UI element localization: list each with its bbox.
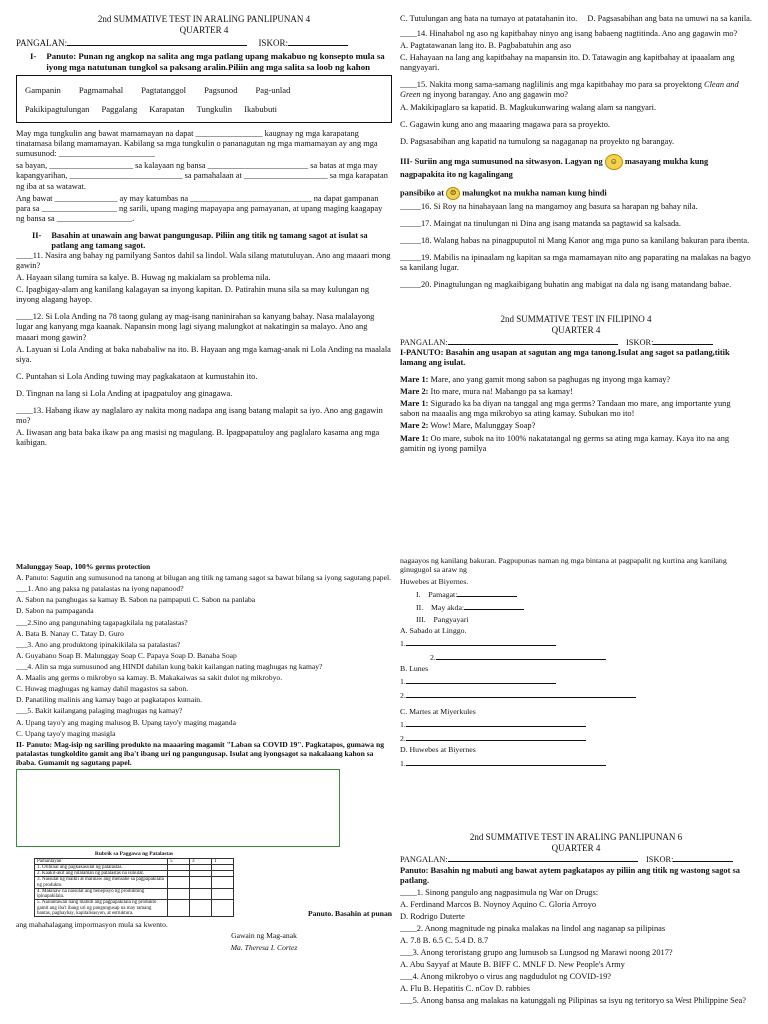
filipino-title: 2nd SUMMATIVE TEST IN FILIPINO 4 [500, 314, 652, 325]
word-choice: Paggalang [101, 103, 138, 114]
question-15-options: D. Pagsasabihan ang kapatid na tumulong sa nagaganap na proyekto ng barangay. [400, 136, 675, 146]
name-score-line [400, 336, 752, 348]
story-info-list [416, 588, 752, 624]
dialogue [400, 375, 752, 454]
dialogue-line: Mare 2: Ito mare, mura na! Mabango pa sa kamay! [400, 387, 573, 397]
answer-line[interactable] [436, 651, 606, 660]
answer-line[interactable] [457, 588, 517, 597]
question-11-options: A. Hayaan silang tumira sa kalye. B. Huwag ng makialam sa problema nila. [16, 273, 271, 283]
question-5-options: A. Upang tayo'y ang maging malusog B. Upang tayo'y maging maganda [16, 717, 236, 727]
word-box-row-1 [25, 85, 383, 95]
instructions-c-cont: ang mahahalagang impormasyon mula sa kwento. [16, 920, 168, 930]
word-box [16, 75, 392, 123]
question-3: ___3. Ano ang produktong ipinakikilala sa patalastas? [16, 639, 181, 649]
page-filipino-part2 [16, 562, 392, 1020]
fill-paragraph: May mga tungkulin ang bawat mamamayan na dapat ________________ kaugnay ng mga karapatang tinatamasa bilang mamamayan. Kabilang sa mga tungkulin o pananagutan ng mga mamamayan ay ang mga sumusunod: _______________________ [16, 129, 378, 159]
section-3-instructions-cont: pansibiko at ☹ malungkot na mukha naman kung hindi [400, 187, 752, 200]
ad-heading: Malunggay Soap, 100% germs protection [16, 562, 151, 571]
question-18: _____18. Walang habas na pinagpuputol ni Mang Kanor ang mga puno sa kanilang bakuran para ibenta. [400, 236, 750, 246]
question-14: ____14. Hinahabol ng aso ng kapitbahay ninyo ang isang babaeng nagtitinda. Ano ang gagawin mo? [400, 29, 738, 39]
name-score-line [16, 37, 392, 49]
story-excerpt: Huwebes at Biyernes. [400, 576, 469, 586]
rubric [34, 851, 234, 917]
page-title: 2nd SUMMATIVE TEST IN ARALING PANLIPUNAN 4 [97, 14, 311, 24]
ap6-title: 2nd SUMMATIVE TEST IN ARALING PANLIPUNAN 6 [469, 831, 683, 842]
question-15-options: C. Gagawin kung ano ang maaaring magawa para sa proyekto. [400, 119, 611, 129]
ap6-subtitle: QUARTER 4 [551, 842, 601, 853]
question-13-options: A. Iiwasan ang bata baka ikaw pa ang masisi ng magulang. B. Ipagpapatuloy ang paglalaro kasama ang mga kaibigan. [16, 428, 380, 448]
word-choice: Gampanin [25, 85, 61, 96]
rubric-score: 5 [168, 858, 190, 864]
answer-line[interactable] [406, 675, 556, 684]
word-choice: Ikabubuti [244, 103, 278, 114]
answer-line[interactable] [406, 689, 636, 698]
question-1-options: A. Ferdinand Marcos B. Noynoy Aquino C. Gloria Arroyo [400, 899, 597, 909]
question-13: ____13. Habang ikaw ay naglalaro ay nakita mong nadapa ang isang batang malapit sa iyo. Ano ang gagawin mo? [16, 405, 383, 425]
question-11-options: C. Ipagbigay-alam ang kanilang kalagayan sa inyong kapitan. D. Patirahin muna sila sa may kulungan ng inyong alagang hayop. [16, 285, 370, 305]
question-15: ____15. Nakita mong sama-samang naglilinis ang mga kapitbahay mo para sa proyektong Clean and Green ng inyong barangay. Ano ang gagawin mo? [400, 80, 739, 100]
page-ap4-part2-filipino [400, 14, 752, 512]
story-author: Ma. Theresa I. Cortez [230, 942, 298, 952]
name-label: PANGALAN: [400, 337, 448, 347]
question-2-options: A. 7.8 B. 6.5 C. 5.4 D. 8.7 [400, 935, 489, 945]
dialogue-line: Mare 1: Mare, ano yang gamit mong sabon sa paghugas ng inyong mga kamay? [400, 375, 671, 385]
rubric-criteria: 3. Naisulat ng maikli at malinaw ang mensahe sa pagpapakilala ng produkto. [35, 877, 168, 889]
rubric-criteria: Pamantayan [35, 858, 168, 864]
question-3-options: A. Abu Sayyaf at Maute B. BIFF C. MNLF D. New People's Army [400, 960, 625, 970]
dialogue-line: Mare 1: Oo mare, subok na ito 100% nakatatangal ng germs sa ating mga kamay. Kaya ito na ang gamitin ng iyong pamilya [400, 433, 730, 453]
question-1: ____1. Sinong pangulo ang nagpasimula ng War on Drugs: [400, 887, 599, 897]
question-4: ___4. Anong mikrobyo o virus ang nagdudulot ng COVID-19? [400, 972, 611, 982]
question-12-options: A. Layuan si Lola Anding at baka nababaliw na ito. B. Hayaan ang mga kamag-anak ni Lola Anding na maalala siya. [16, 344, 391, 364]
question-4: ___4. Alin sa mga sumusunod ang HINDI dahilan kung bakit kailangan nating maghugas ng kamay? [16, 661, 323, 671]
name-field[interactable] [448, 853, 638, 862]
rubric-criteria: 4. Makinaw na naisulat ang benepisyo ng produktong ipinapakilala. [35, 888, 168, 900]
filipino-instructions: I-PANUTO: Basahin ang usapan at sagutan ang mga tanong.Isulat ang sagot sa patlang,titik lamang ang isulat. [400, 348, 730, 368]
question-13-options: C. Tutulungan ang bata na tumayo at patatahanin ito. D. Pagsasabihan ang bata na umuwi na sa kanila. [400, 14, 752, 23]
question-17: _____17. Maingat na tinulungan ni Dina ang isang matanda sa pagtawid sa kalsada. [400, 218, 681, 228]
answer-line[interactable] [406, 718, 586, 727]
score-field[interactable] [673, 853, 733, 862]
rubric-title: Rubrik sa Paggawa ng Patalastas [94, 851, 174, 858]
answer-line[interactable] [406, 732, 586, 741]
rubric-table [34, 858, 234, 918]
name-field[interactable] [67, 37, 247, 46]
name-score-line [400, 853, 752, 865]
name-label: PANGALAN: [400, 855, 448, 865]
fill-paragraph: sa bayan, ____________________ sa kalayaan ng bansa ________________________ sa batas at mga may kapangyarihan, ___________________________ sa pamahalaan at ____________________ sa mga karapatan ng iba at sa watawat. [16, 161, 388, 191]
score-field[interactable] [288, 37, 348, 46]
happy-face-icon: ☺ [605, 154, 623, 170]
story-info-item: I. Pamagat: [416, 588, 752, 599]
question-15-options: A. Makikipaglaro sa kapatid. B. Magkukunwaring walang alam sa nangyari. [400, 102, 657, 112]
score-label: ISKOR: [626, 337, 654, 347]
answer-line[interactable] [406, 757, 606, 766]
question-3-options: A. Guyabano Soap B. Malunggay Soap C. Papaya Soap D. Banaba Soap [16, 650, 237, 660]
rubric-score: 1 [212, 858, 234, 864]
day-group: A. Sabado at Linggo. [400, 626, 467, 636]
section-3-instructions: III- Suriin ang mga sumusunod na sitwasyon. Lagyan ng ☺ masayang mukha kung nagpapakita ito ng kagalingang [400, 154, 752, 180]
question-16: _____16. Si Roy na hinahayaan lang na mangamoy ang basura sa harapan ng bahay nila. [400, 201, 698, 211]
rubric-criteria: 1. Orihinal ang pagkakasulat ng patalastas. [35, 864, 168, 870]
rubric-score: 3 [190, 858, 212, 864]
question-4-options: A. Maalis ang germs o mikrobyo sa kamay. B. Makakaiwas sa sakit dulot ng mikrobyo. [16, 673, 283, 683]
page-subtitle: QUARTER 4 [179, 24, 229, 35]
section-2-instructions: II- Basahin at unawain ang bawat pangungusap. Piliin ang titik ng tamang sagot at isulat sa patlang ang tamang sagot. [32, 230, 368, 250]
question-2-options: A. Bata B. Nanay C. Tatay D. Guro [16, 628, 124, 638]
story-excerpt: nagaayos ng kanilang bakuran. Pagpupunas naman ng mga bintana at pagpapalit ng kurtina ang kanilang ginugugol sa araw ng [400, 556, 727, 575]
question-5-options: C. Upang tayo'y maging masigla [16, 728, 116, 738]
question-1-options: A. Sabon na panghugas sa kamay B. Sabon na pampaputi C. Sabon na panlaba [16, 595, 256, 605]
dialogue-line: Mare 2: Wow! Mare, Malunggay Soap? [400, 421, 536, 431]
word-box-row-2 [25, 104, 383, 114]
question-1: ___1. Ano ang paksa ng patalastas na iyong napanood? [16, 584, 184, 594]
fill-paragraph: Ang bawat _______________ ay may katumbas na _____________________________ na dapat gampanan para sa __________________ ng sarili, upang maging mapayapa ang pamayanan, at upang maging kaagapay ng bansa sa __________________. [16, 193, 383, 223]
question-3: ___3. Anong teroristang grupo ang lumusob sa Lungsod ng Marawi noong 2017? [400, 948, 673, 958]
word-choice: Pag-unlad [255, 85, 291, 96]
word-choice: Tungkulin [196, 103, 233, 114]
day-group: B. Lunes [400, 664, 429, 674]
instructions-b: II- Panuto: Mag-isip ng sariling produkto na maaaring magamit "Laban sa COVID 19". Pagkatapos, gumawa ng patalastas tungkoldito gamit ang iba't ibang uri ng pangungusap. Isulat ang iyongsagot sa nakalaang kahon sa ibaba. Gumamit ng sagutang papel. [16, 739, 384, 767]
question-12: ____12. Si Lola Anding na 78 taong gulang ay mag-isang naninirahan sa kanyang bahay. Nasa malalayong lugar ang kanyang mga kaanak. Napansin mong lagi siyang malungkot at nakatingin sa malayo. Ano ang maaari mong gawin? [16, 312, 375, 342]
question-4-options: C. Huwag maghugas ng kamay dahil magastos sa sabon. [16, 684, 189, 694]
answer-line[interactable] [406, 637, 556, 646]
word-choice: Pagmamahal [78, 85, 124, 96]
rubric-criteria: 5. Nailantawan nang mabuti ang pagpapakilala ng produkto gamit ang iba't ibang uri ng pangungusap na may tamang bantas, paghayhay, kapitalisasyon, at estruktura. [35, 900, 168, 917]
page-filipino-part3-ap6: nagaayos ng kanilang bakuran. Pagpupunas naman ng mga bintana at pagpapalit ng kurtina ang kanilang ginugugol sa araw ng Huwebes at Biyernes. I. Pamagat: II. May akda: III. Pangyayari A. Sabado at Linggo. 1. 2. B. Lunes 1. 2. C. Martes at Miyerkules 1. 2. D. Huwebes at Biyernes 1. 2nd SUMMATIVE TEST IN ARALING PANLIPUNAN 6 QUARTER 4 PANGALAN: ISKOR: Panuto: Basahin ng mabuti ang bawat aytem pagkatapos ay piliin ang titik ng wastong sagot sa patlang. ____1. Sinong pangulo ang nagpasimula ng War on Drugs: A. Ferdinand Marcos B. Noynoy Aquino C. Gloria Arroyo D. Rodrigo Duterte ____2. Anong magnitude ng pinaka malakas na lindol ang naganap sa pilipinas A. 7.8 B. 6.5 C. 5.4 D. 8.7 ___3. Anong teroristang grupo ang lumusob sa Lungsod ng Marawi noong 2017? A. Abu Sayyaf at Maute B. BIFF C. MNLF D. New People's Army ___4. Anong mikrobyo o virus ang nagdudulot ng COVID-19? A. Flu B. Hepatitis C. nCov D. rabbies ___5. Anong bansa ang malakas na katunggali ng Pilipinas sa isyu ng teritoryo sa West Philippine Sea? [400, 556, 752, 1020]
question-1-options: D. Rodrigo Duterte [400, 911, 465, 921]
instructions-c: Panuto. Basahin at punan [308, 909, 392, 919]
rubric-criteria: 2. Kaakit-akit ang nilalaman ng patalastas na isinulat. [35, 871, 168, 877]
dialogue-line: Mare 1: Sigurado ka ba diyan na tanggal ang mga germs? Tandaan mo mare, ang importante yung sabon na maaalis ang mga mikrobyo sa ating kamay. Subukan mo ito! [400, 399, 731, 419]
sad-face-icon: ☹ [446, 187, 460, 200]
question-5: ___5. Bakit kailangang palaging maghugas ng kamay? [16, 706, 183, 716]
answer-box[interactable] [16, 769, 340, 847]
question-2: ____2. Anong magnitude ng pinaka malakas na lindol ang naganap sa pilipinas [400, 923, 666, 933]
score-field[interactable] [653, 336, 713, 345]
answer-line[interactable] [464, 601, 524, 610]
day-group: C. Martes at Miyerkules [400, 707, 476, 717]
story-title: Gawain ng Mag-anak [231, 931, 297, 941]
question-4-options: A. Flu B. Hepatitis C. nCov D. rabbies [400, 984, 531, 994]
word-choice: Pagtatanggol [141, 85, 187, 96]
word-choice: Karapatan [149, 103, 185, 114]
question-11: ____11. Nasira ang bahay ng pamilyang Santos dahil sa lindol. Wala silang matutuluyan. Ano ang maaari mong gawin? [16, 250, 391, 271]
page-ap4-part1 [16, 14, 392, 512]
day-group: D. Huwebes at Biyernes [400, 745, 476, 755]
score-label: ISKOR: [646, 855, 674, 865]
question-5: ___5. Anong bansa ang malakas na katunggali ng Pilipinas sa isyu ng teritoryo sa West Philippine Sea? [400, 996, 746, 1006]
name-label: PANGALAN: [16, 37, 68, 48]
score-label: ISKOR: [258, 37, 288, 48]
story-info-item: II. May akda: [416, 601, 752, 612]
instructions-a: A. Panuto: Sagutin ang sumusunod na tanong at bilugan ang titik ng tamang sagot sa bawat bilang sa iyong sagutang papel. [16, 573, 391, 583]
question-4-options: D. Panatiling malinis ang kamay bago at pagkatapos kumain. [16, 695, 203, 705]
word-choice: Pagsunod [204, 85, 238, 96]
question-20: _____20. Pinagtulungan ng magkaibigang buhatin ang mabigat na dala ng isang matandang babae. [400, 280, 732, 290]
question-2: ___2.Sino ang pangunahing tagapagkilala ng patalastas? [16, 617, 188, 627]
question-14-options: A. Pagtatawanan lang ito. B. Pagbabatuhin ang aso [400, 41, 572, 51]
section-1-instructions: I- Panuto: Punan ng angkop na salita ang mga patlang upang makabuo ng konsepto mula sa iyong mga natutunan tungkol sa paksang aralin.Piliin ang mga salita sa loob ng kahon [30, 51, 385, 72]
question-12-options: C. Puntahan si Lola Anding tuwing may pagkakataon at kumustahin ito. [16, 371, 258, 381]
name-field[interactable] [448, 336, 618, 345]
question-12-options: D. Tingnan na lang si Lola Anding at ipagpatuloy ang ginagawa. [16, 388, 233, 398]
question-19: _____19. Mabilis na ipinaalam ng kapitan sa mga mamamayan nito ang paparating na malakas na bagyo sa kanilang lugar. [400, 253, 751, 273]
filipino-subtitle: QUARTER 4 [551, 325, 601, 336]
question-1-options: D. Sabon na pampaganda [16, 606, 94, 616]
story-info-item: III. Pangyayari [416, 614, 469, 624]
ap6-instructions: Panuto: Basahin ng mabuti ang bawat aytem pagkatapos ay piliin ang titik ng wastong sagot sa patlang. [400, 865, 740, 885]
word-choice: Pakikipagtulungan [25, 103, 90, 114]
question-14-options: C. Hahayaan na lang ang kapitbahay na mapansin ito. D. Tatawagin ang kapitbahay at ipaaalam ang nangyayari. [400, 53, 735, 73]
